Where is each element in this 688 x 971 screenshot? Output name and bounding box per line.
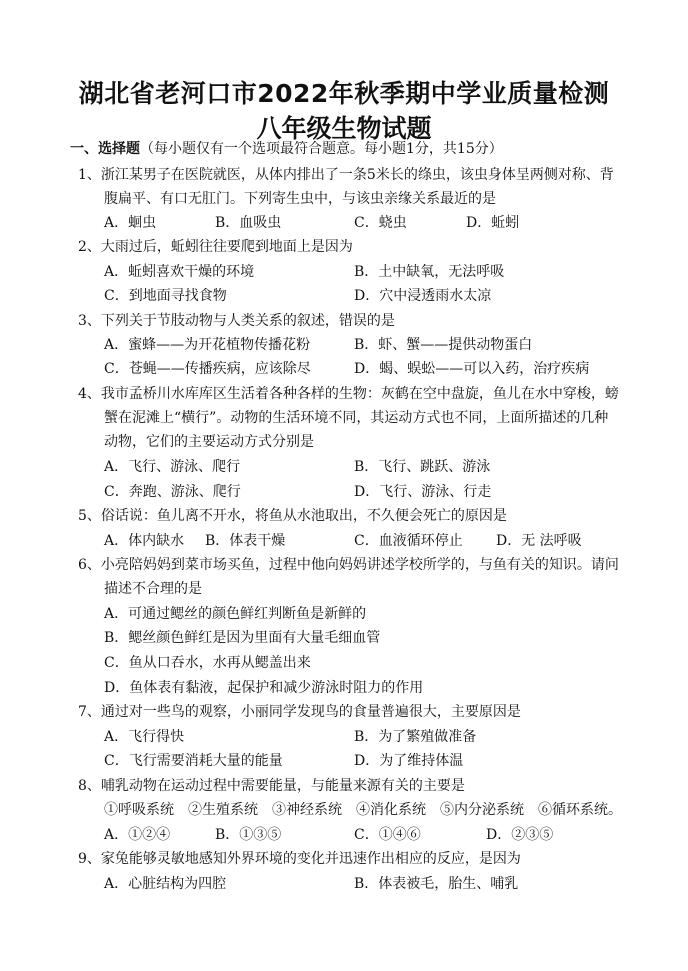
q7-option-d[interactable]: D．为了维持体温 <box>354 753 464 769</box>
question-6-line-1: 6、小亮陪妈妈到菜市场买鱼，过程中他向妈妈讲述学校所学的，与鱼有关的知识。请问 <box>78 557 619 573</box>
question-1-line-1: 1、浙江某男子在医院就医，从体内排出了一条5米长的绦虫，该虫身体呈两侧对称、背 <box>78 167 614 183</box>
question-4-line-1: 4、我市孟桥川水库库区生活着各种各样的生物：灰鹤在空中盘旋，鱼儿在水中穿梭，螃 <box>78 386 619 402</box>
question-4-line-3: 动物，它们的主要运动方式分别是 <box>104 434 314 450</box>
question-6-line-2: 描述不合理的是 <box>104 581 202 597</box>
q7-option-c[interactable]: C．飞行需要消耗大量的能量 <box>104 753 283 769</box>
q4-option-c[interactable]: C．奔跑、游泳、爬行 <box>104 484 241 500</box>
q8-option-c[interactable]: C．①④⑥ <box>354 827 421 843</box>
q6-option-d[interactable]: D．鱼体表有黏液，起保护和减少游泳时阻力的作用 <box>104 680 424 696</box>
q9-option-a[interactable]: A．心脏结构为四腔 <box>104 876 227 892</box>
q5-option-d[interactable]: D．无 法呼吸 <box>496 533 582 549</box>
q5-option-c[interactable]: C．血液循环停止 <box>354 533 463 549</box>
q8-option-b[interactable]: B．①③⑤ <box>215 827 282 843</box>
q2-option-a[interactable]: A．蚯蚓喜欢干燥的环境 <box>104 264 255 280</box>
q6-option-c[interactable]: C．鱼从口吞水，水再从鳃盖出来 <box>104 655 311 671</box>
q7-option-b[interactable]: B．为了繁殖做准备 <box>354 729 477 745</box>
q3-option-b[interactable]: B．虾、蟹——提供动物蛋白 <box>354 337 533 353</box>
question-9-line-1: 9、家兔能够灵敏地感知外界环境的变化并迅速作出相应的反应，是因为 <box>78 851 521 867</box>
question-7-line-1: 7、通过对一些鸟的观察，小丽同学发现鸟的食量普遍很大，主要原因是 <box>78 704 521 720</box>
q2-option-d[interactable]: D．穴中浸透雨水太凉 <box>354 288 492 304</box>
question-1-line-2: 腹扁平、有口无肛门。下列寄生虫中，与该虫亲缘关系最近的是 <box>104 191 496 207</box>
question-8-line-1: 8、哺乳动物在运动过程中需要能量，与能量来源有关的主要是 <box>78 778 465 794</box>
q6-option-b[interactable]: B．鳃丝颜色鲜红是因为里面有大量毛细血管 <box>104 630 381 646</box>
q8-option-d[interactable]: D．②③⑤ <box>486 827 554 843</box>
section-hint: （每小题仅有一个选项最符合题意。每小题1分，共15分） <box>140 141 503 157</box>
question-5-line-1: 5、俗话说：鱼儿离不开水，将鱼从水池取出，不久便会死亡的原因是 <box>78 508 507 524</box>
exam-subtitle: 八年级生物试题 <box>256 114 432 143</box>
q4-option-b[interactable]: B．飞行、跳跃、游泳 <box>354 459 491 475</box>
q5-option-a[interactable]: A．体内缺水 <box>104 533 185 549</box>
q3-option-a[interactable]: A．蜜蜂——为开花植物传播花粉 <box>104 337 311 353</box>
q5-option-b[interactable]: B．体表干燥 <box>205 533 286 549</box>
section-label: 一、选择题 <box>70 141 140 157</box>
q4-option-d[interactable]: D．飞行、游泳、行走 <box>354 484 492 500</box>
q3-option-c[interactable]: C．苍蝇——传播疾病，应该除尽 <box>104 361 311 377</box>
q1-option-a[interactable]: A．蛔虫 <box>104 215 157 231</box>
q1-option-b[interactable]: B．血吸虫 <box>215 215 282 231</box>
question-4-line-2: 蟹在泥滩上“横行”。动物的生活环境不同，其运动方式也不同，上面所描述的几种 <box>104 410 609 426</box>
q6-option-a[interactable]: A．可通过鳃丝的颜色鲜红判断鱼是新鲜的 <box>104 606 367 622</box>
q1-option-c[interactable]: C．蛲虫 <box>354 215 407 231</box>
question-2-line-1: 2、大雨过后，蚯蚓往往要爬到地面上是因为 <box>78 239 353 255</box>
q2-option-b[interactable]: B．土中缺氧，无法呼吸 <box>354 264 505 280</box>
q2-option-c[interactable]: C．到地面寻找食物 <box>104 288 227 304</box>
q8-option-a[interactable]: A．①②④ <box>104 827 171 843</box>
q4-option-a[interactable]: A．飞行、游泳、爬行 <box>104 459 241 475</box>
exam-title: 湖北省老河口市2022年秋季期中学业质量检测 <box>78 79 610 108</box>
q7-option-a[interactable]: A．飞行得快 <box>104 729 185 745</box>
question-8-line-2: ①呼吸系统 ②生殖系统 ③神经系统 ④消化系统 ⑤内分泌系统 ⑥循环系统。 <box>104 802 622 818</box>
q3-option-d[interactable]: D．蝎、蜈蚣——可以入药，治疗疾病 <box>354 361 590 377</box>
question-3-line-1: 3、下列关于节肢动物与人类关系的叙述，错误的是 <box>78 313 395 329</box>
section-heading <box>70 138 503 158</box>
q9-option-b[interactable]: B．体表被毛，胎生、哺乳 <box>354 876 519 892</box>
q1-option-d[interactable]: D．蚯蚓 <box>466 215 520 231</box>
